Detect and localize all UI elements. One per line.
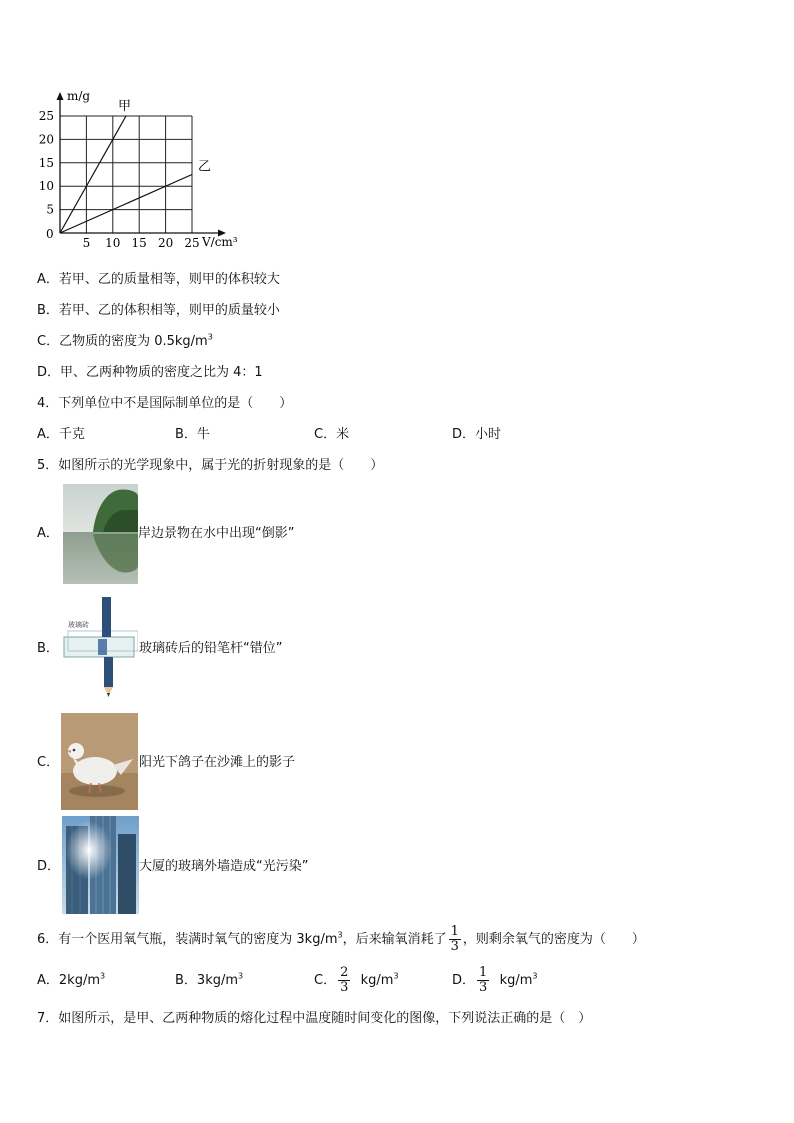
q3-option-b[interactable]: B．若甲、乙的体积相等，则甲的质量较小 <box>37 303 280 318</box>
q6-option-b-sup: 3 <box>238 971 244 981</box>
q6-stem-part3: ，则剩余氧气的密度为（ ） <box>462 932 645 947</box>
origin-label: 0 <box>46 227 54 241</box>
q7-stem: 7．如图所示，是甲、乙两种物质的熔化过程中温度随时间变化的图像，下列说法正确的是（ ） <box>37 1011 592 1026</box>
q6-option-c-numerator: 2 <box>340 965 349 980</box>
q5-option-d-text: 大厦的玻璃外墙造成“光污染” <box>139 859 309 874</box>
q6-stem <box>37 925 645 955</box>
x-tick-label-25: 25 <box>184 236 200 250</box>
q6-stem-fraction <box>449 925 461 954</box>
q5-option-a-letter[interactable]: A． <box>37 526 59 541</box>
q6-option-d-sup: 3 <box>532 971 538 981</box>
q4-stem: 4．下列单位中不是国际制单位的是（ ） <box>37 396 293 411</box>
q6-fraction-numerator: 1 <box>450 924 459 939</box>
q6-option-c-fraction <box>338 966 350 995</box>
series-line-1 <box>60 175 192 234</box>
series-label-0: 甲 <box>118 99 132 114</box>
q6-option-d-letter: D． <box>452 973 476 988</box>
q6-option-c-letter: C． <box>314 973 337 988</box>
chart-grid <box>60 116 192 233</box>
q3-option-c-sup: 3 <box>207 332 213 342</box>
q4-option-c[interactable]: C．米 <box>314 427 350 442</box>
q5-option-b-text: 玻璃砖后的铅笔杆“错位” <box>139 641 283 656</box>
q6-option-d-numerator: 1 <box>479 965 488 980</box>
q5-option-d-letter[interactable]: D． <box>37 859 61 874</box>
y-tick-label-25: 25 <box>38 109 54 123</box>
lake-reflection-image <box>63 484 138 584</box>
q4-option-d[interactable]: D．小时 <box>452 427 502 442</box>
glass-skyscraper-image <box>62 816 139 914</box>
q6-option-c[interactable] <box>314 966 399 996</box>
x-tick-label-20: 20 <box>157 236 174 250</box>
y-axis-label: m/g <box>67 89 91 103</box>
q5-option-c-letter[interactable]: C． <box>37 755 60 770</box>
q6-option-d[interactable] <box>452 966 537 996</box>
q6-option-d-unit: kg/m <box>499 973 533 988</box>
q3-option-c[interactable] <box>37 333 213 351</box>
q3-option-a[interactable]: A．若甲、乙的质量相等，则甲的体积较大 <box>37 272 280 287</box>
x-tick-label-15: 15 <box>131 236 147 250</box>
glass-brick-label: 玻璃砖 <box>68 621 89 629</box>
q6-stem-part1: 6．有一个医用氧气瓶，装满时氧气的密度为 3kg/m <box>37 932 338 947</box>
y-tick-label-10: 10 <box>38 179 54 194</box>
x-tick-label-5: 5 <box>82 236 91 250</box>
q6-option-d-fraction <box>477 966 489 995</box>
q5-option-a-text: 岸边景物在水中出现“倒影” <box>138 526 295 541</box>
series-line-0 <box>60 116 126 233</box>
x-axis-label: V/cm³ <box>202 235 238 249</box>
q6-option-a-text: A．2kg/m <box>37 973 100 988</box>
q3-option-d[interactable]: D．甲、乙两种物质的密度之比为 4：1 <box>37 365 263 380</box>
q6-option-c-denominator: 3 <box>340 980 349 995</box>
q3-option-c-text: C．乙物质的密度为 0.5kg/m <box>37 334 208 349</box>
q6-option-a[interactable] <box>37 966 105 996</box>
y-tick-label-5: 5 <box>46 202 54 217</box>
chart-series <box>60 99 211 233</box>
x-tick-label-10: 10 <box>105 236 121 250</box>
q5-option-c-text: 阳光下鸽子在沙滩上的影子 <box>139 755 296 770</box>
q6-option-c-unit: kg/m <box>360 973 394 988</box>
q4-option-b[interactable]: B．牛 <box>175 427 210 442</box>
q6-fraction-denominator: 3 <box>450 939 459 954</box>
q6-stem-part2: ，后来输氧消耗了 <box>342 932 447 947</box>
q6-option-b-text: B．3kg/m <box>175 973 239 988</box>
q5-stem: 5．如图所示的光学现象中，属于光的折射现象的是（ ） <box>37 458 384 473</box>
y-tick-label-15: 15 <box>38 155 54 170</box>
y-axis-arrow <box>57 92 64 100</box>
y-tick-label-20: 20 <box>38 132 54 147</box>
series-label-1: 乙 <box>198 159 212 175</box>
q5-option-b-letter[interactable]: B． <box>37 641 59 656</box>
q6-option-c-sup: 3 <box>393 971 399 981</box>
pigeon-beach-image <box>61 713 138 810</box>
q6-option-a-sup: 3 <box>100 971 106 981</box>
q6-option-b[interactable] <box>175 966 243 996</box>
glass-pencil-image <box>60 597 138 701</box>
q6-stem-sup: 3 <box>337 930 343 940</box>
mass-volume-chart <box>30 86 260 254</box>
q4-option-a[interactable]: A．千克 <box>37 427 85 442</box>
q6-option-d-denominator: 3 <box>479 980 488 995</box>
